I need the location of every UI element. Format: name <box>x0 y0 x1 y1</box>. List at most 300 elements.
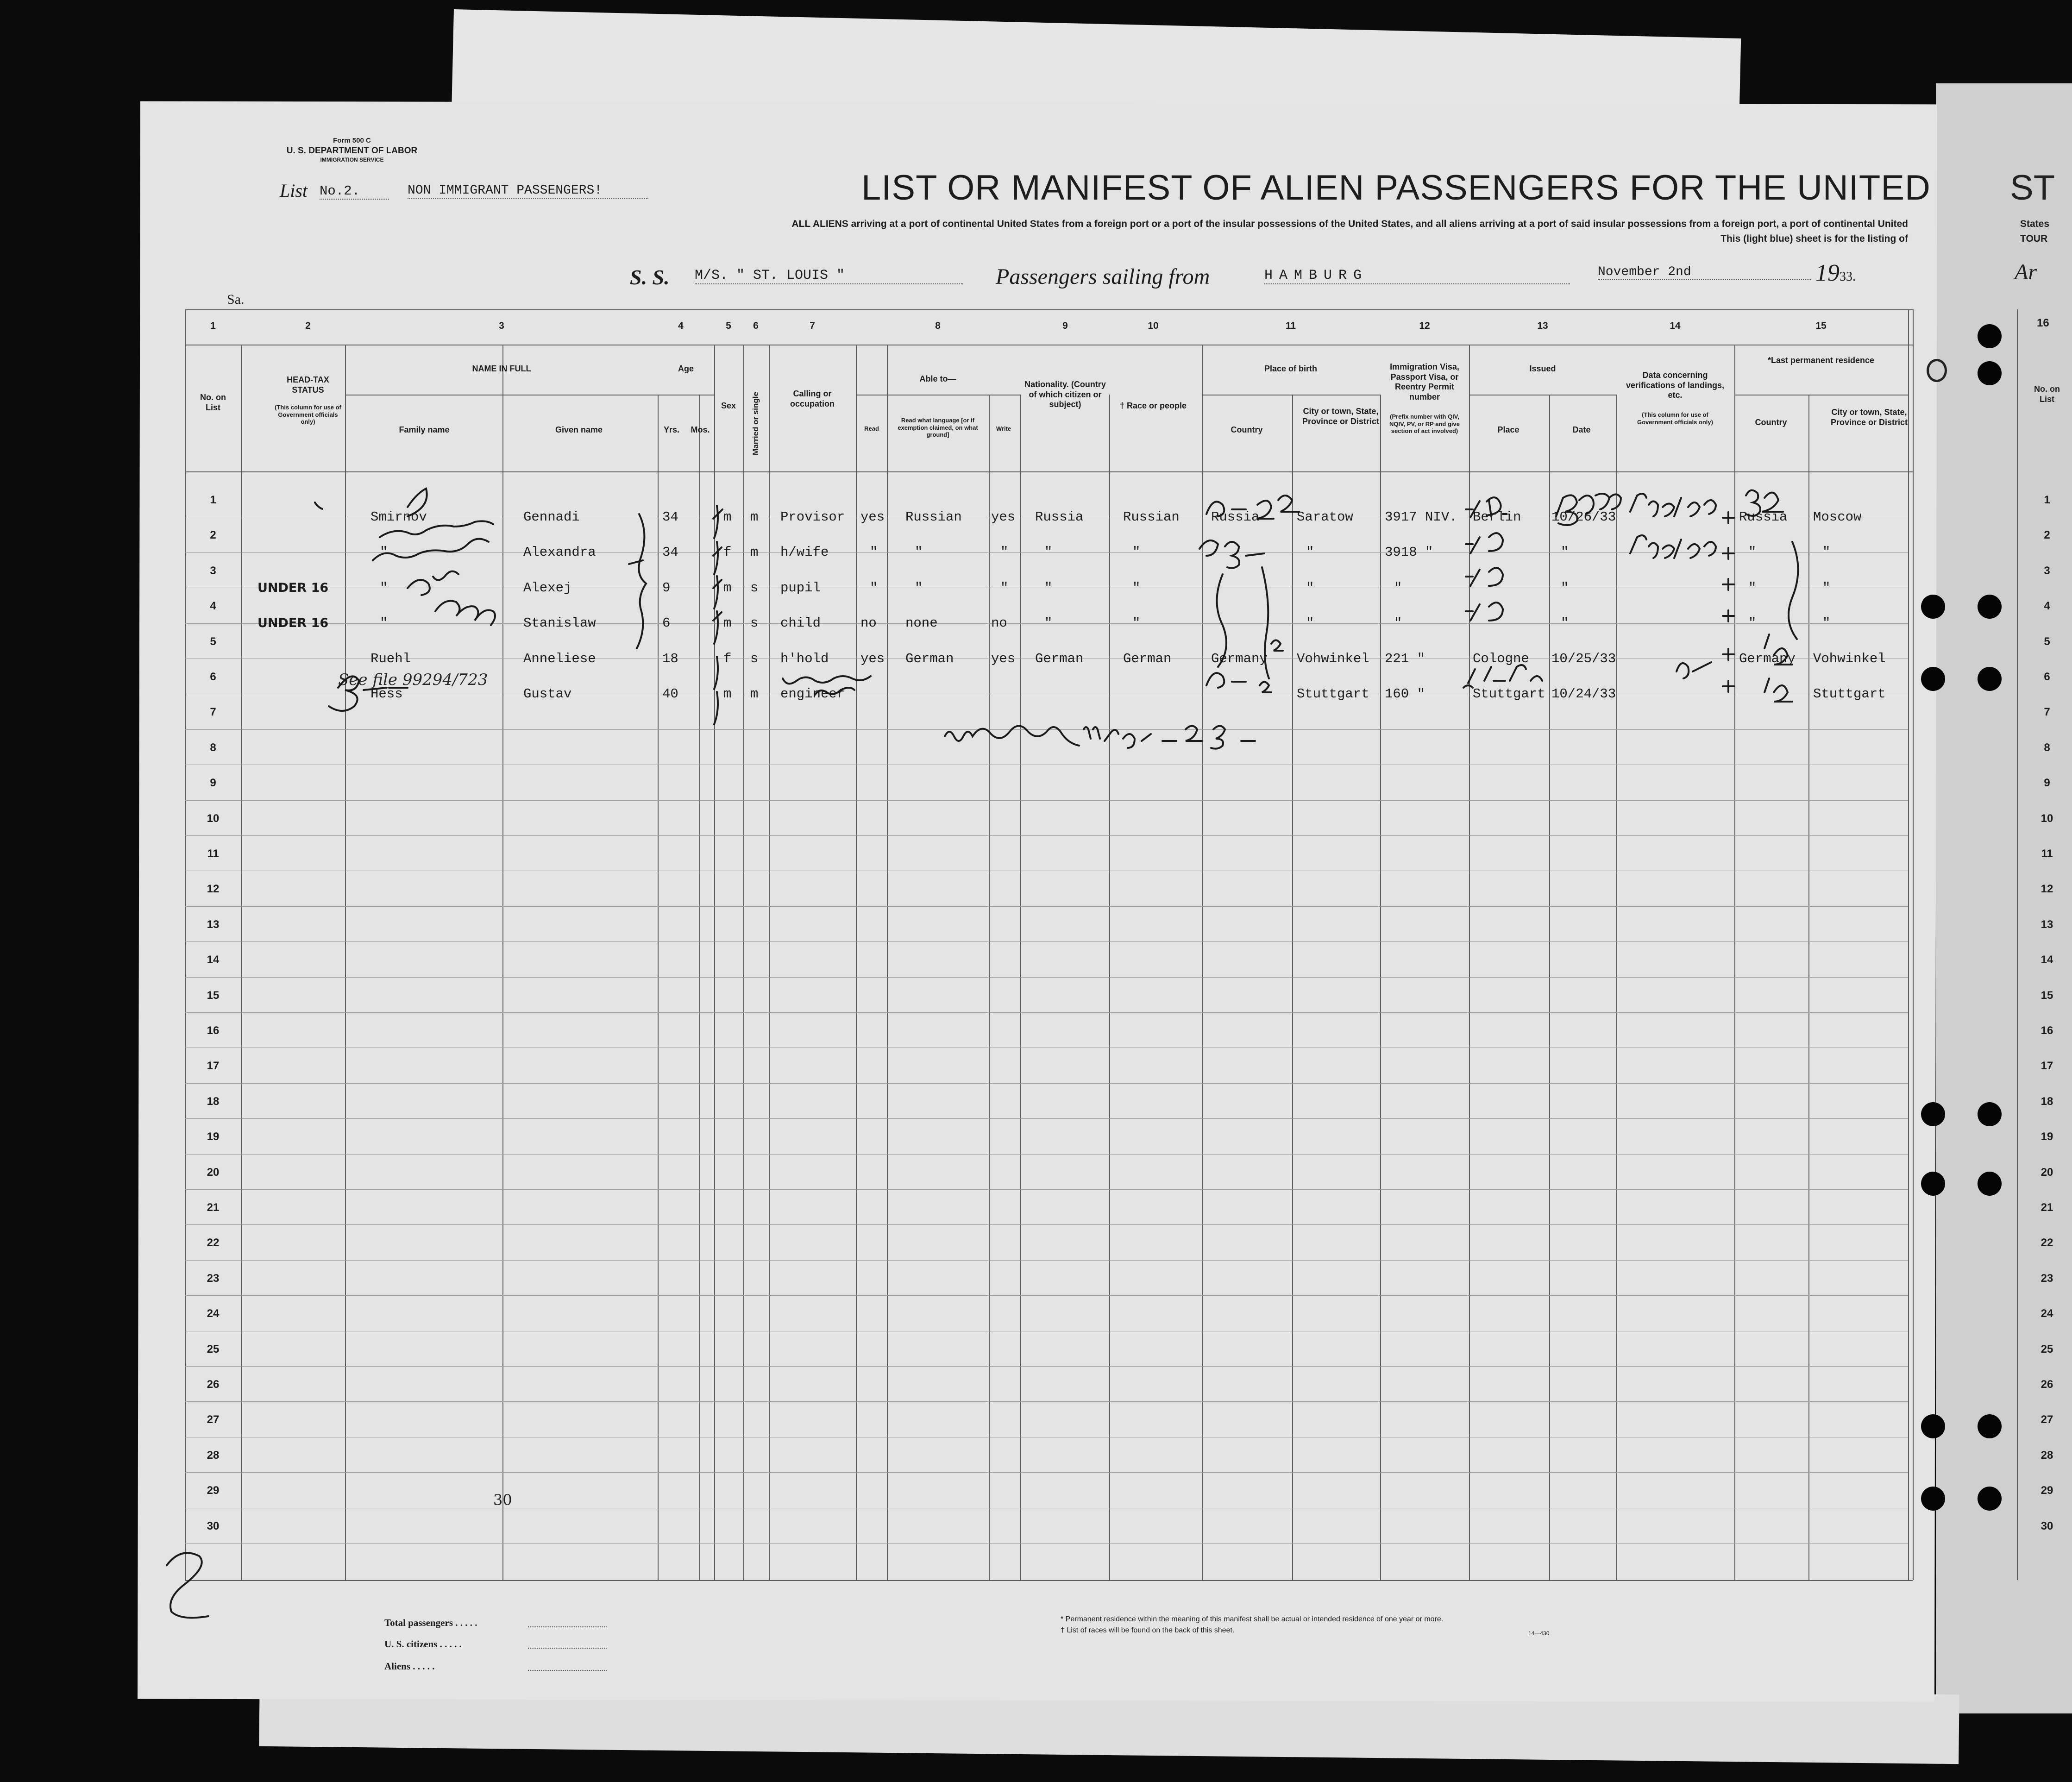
cell-status: m <box>750 545 759 560</box>
row-rule <box>185 1543 1908 1544</box>
right-page-row-number: 13 <box>2041 918 2053 931</box>
cell-calling: Provisor <box>780 509 845 525</box>
us-citizens-line <box>528 1648 607 1649</box>
row-rule <box>185 800 1908 801</box>
binder-hole <box>1978 595 2002 619</box>
row-number: 29 <box>207 1484 220 1497</box>
column-divider <box>1380 395 1381 1580</box>
row-rule <box>185 1224 1908 1225</box>
header-name-in-full: NAME IN FULL <box>472 364 531 373</box>
right-page-row-number: 12 <box>2041 883 2053 896</box>
cell-status: s <box>750 615 759 631</box>
row-number: 5 <box>210 635 216 648</box>
cell-status: m <box>750 509 759 525</box>
column-divider <box>1734 345 1735 1580</box>
cell-city: " <box>1306 615 1314 631</box>
header-bottom-border <box>185 471 1913 472</box>
cell-visa: 160 " <box>1385 686 1425 702</box>
row-rule <box>185 1472 1908 1473</box>
cell-country: Germany <box>1211 651 1268 666</box>
right-page-no-on-list: No. on List <box>2034 384 2060 404</box>
cell-res-country: Germany <box>1739 651 1796 666</box>
cell-yrs: 6 <box>662 615 671 631</box>
column-divider <box>1202 345 1203 1580</box>
right-page-row-number: 9 <box>2044 777 2050 790</box>
row-number: 9 <box>210 777 216 790</box>
row-rule <box>185 1401 1908 1402</box>
cell-given: Gustav <box>523 686 572 702</box>
header-age-years: Yrs. <box>663 425 680 434</box>
cell-language: German <box>905 651 954 666</box>
form-number: Form 500 C <box>333 137 371 144</box>
binder-ring-hole <box>1927 359 1947 382</box>
row-number: 25 <box>207 1343 220 1355</box>
cell-given: Alexej <box>523 580 572 596</box>
col-number-7: 7 <box>810 320 815 331</box>
column-divider <box>345 345 346 1580</box>
cell-place: Berlin <box>1473 509 1521 525</box>
cell-language: none <box>905 615 938 631</box>
cell-race: German <box>1123 651 1172 666</box>
header-no-on-list: No. on List <box>200 393 226 412</box>
list-label: List <box>280 180 308 201</box>
column-divider <box>769 345 770 1580</box>
cell-calling: pupil <box>780 580 821 596</box>
binder-hole <box>1978 1102 2002 1126</box>
cell-read: " <box>870 580 878 596</box>
cell-calling: h/wife <box>780 545 829 560</box>
service-name: IMMIGRATION SERVICE <box>320 156 384 163</box>
right-page-row-number: 27 <box>2041 1413 2053 1426</box>
row-rule <box>185 906 1908 907</box>
cell-visa: 3918 " <box>1385 545 1433 560</box>
binder-hole <box>1921 1487 1945 1511</box>
binder-hole <box>1921 595 1945 619</box>
row-rule <box>185 729 1908 730</box>
sailing-from-label: Passengers sailing from <box>996 264 1210 289</box>
column-divider <box>1908 309 1909 1580</box>
cell-family: " <box>380 580 388 596</box>
cell-sex: m <box>723 686 732 702</box>
header-sex: Sex <box>721 401 736 410</box>
right-page-row-number: 26 <box>2041 1378 2053 1391</box>
cell-status: s <box>750 580 759 596</box>
cell-sex: m <box>723 615 732 631</box>
column-divider <box>1469 345 1470 1580</box>
cell-nationality: German <box>1035 651 1084 666</box>
right-page-row-number: 11 <box>2041 847 2053 860</box>
right-page-sheet <box>1936 83 2072 1713</box>
row-number: 17 <box>207 1060 220 1073</box>
header-issued-date: Date <box>1572 425 1591 434</box>
cell-visa: 221 " <box>1385 651 1425 666</box>
header-residence-country: Country <box>1755 418 1787 427</box>
cell-family: Ruehl <box>370 651 411 666</box>
right-page-row-number: 15 <box>2041 989 2053 1002</box>
header-calling: Calling or occupation <box>790 389 835 408</box>
see-file-annotation: See file 99294/723 <box>338 671 488 689</box>
cell-calling: h'hold <box>780 651 829 666</box>
cell-given: Anneliese <box>523 651 596 666</box>
right-page-row-number: 19 <box>2041 1130 2053 1143</box>
cell-res-city: Moscow <box>1813 509 1862 525</box>
cell-sex: f <box>723 545 732 560</box>
col-number-13: 13 <box>1537 320 1548 331</box>
cell-city: Stuttgart <box>1297 686 1369 702</box>
aliens-line <box>528 1670 607 1671</box>
header-last-residence: *Last permanent residence <box>1767 356 1875 365</box>
column-divider <box>1109 395 1110 1580</box>
page-title: LIST OR MANIFEST OF ALIEN PASSENGERS FOR THE UNITED <box>861 168 1931 207</box>
row-number: 16 <box>207 1024 220 1037</box>
cell-visa: 3917 NIV. <box>1385 509 1457 525</box>
cell-write: " <box>1000 580 1009 596</box>
right-page-row-number: 21 <box>2041 1201 2053 1214</box>
header-nationality: Nationality. (Country of which citizen or subject) <box>1024 380 1106 409</box>
cell-city: Saratow <box>1297 509 1353 525</box>
list-number: No.2. <box>320 183 389 200</box>
row-rule <box>185 977 1908 978</box>
cell-place: Stuttgart <box>1473 686 1545 702</box>
right-page-row-number: 30 <box>2041 1519 2053 1532</box>
cell-res-country: " <box>1748 615 1757 631</box>
footnote-residence: * Permanent residence within the meaning of this manifest shall be actual or intended residence of one year or more. <box>1061 1615 1444 1623</box>
header-given-name: Given name <box>555 425 603 434</box>
row-number: 24 <box>207 1307 220 1320</box>
cell-country: Russia <box>1211 509 1260 525</box>
binder-hole <box>1921 1172 1945 1196</box>
binder-hole <box>1921 667 1945 691</box>
binder-hole <box>1978 324 2002 348</box>
cell-calling: engineer <box>780 686 845 702</box>
header-residence-city: City or town, State, Province or District <box>1830 408 1908 427</box>
col-number-8: 8 <box>935 320 941 331</box>
column-divider <box>1292 395 1293 1580</box>
list-description: NON IMMIGRANT PASSENGERS! <box>408 183 648 199</box>
row-number: 22 <box>207 1236 220 1249</box>
grid-top-border <box>185 309 1913 310</box>
right-page-subtitle-1: States <box>2020 219 2050 229</box>
binder-hole <box>1978 361 2002 385</box>
column-divider <box>241 345 242 1580</box>
cell-race: " <box>1132 545 1141 560</box>
row-rule <box>185 1118 1908 1119</box>
row-rule <box>185 1154 1908 1155</box>
header-head-tax-note: (This column for use of Government officials only) <box>275 404 341 426</box>
row-number: 1 <box>210 494 216 506</box>
header-birth-country: Country <box>1231 425 1263 434</box>
cell-res-city: " <box>1822 580 1831 596</box>
under-16-stamp-row-3: UNDER 16 <box>257 581 329 595</box>
row-number: 15 <box>207 989 220 1002</box>
right-page-row-number: 3 <box>2044 564 2050 577</box>
row-number: 28 <box>207 1449 220 1462</box>
header-married-single: Married or single <box>751 392 760 456</box>
row-number: 19 <box>207 1130 220 1143</box>
column-divider <box>856 345 857 1580</box>
header-visa: Immigration Visa, Passport Visa, or Reentry Permit number <box>1390 362 1459 402</box>
header-issued-place: Place <box>1497 425 1519 434</box>
under-16-stamp-row-4: UNDER 16 <box>257 616 329 630</box>
cell-write: yes <box>991 651 1016 666</box>
header-read-language: Read what language [or if exemption claimed, on what ground] <box>898 417 978 439</box>
right-page-row-number: 25 <box>2041 1343 2053 1355</box>
cell-language: Russian <box>905 509 962 525</box>
cell-sex: f <box>723 651 732 666</box>
row-number: 26 <box>207 1378 220 1391</box>
right-page-col-number: 16 <box>2037 317 2049 329</box>
column-divider <box>502 345 503 1580</box>
cell-city: " <box>1306 545 1314 560</box>
col-number-10: 10 <box>1148 320 1159 331</box>
row-rule <box>185 1083 1908 1084</box>
department-name: U. S. DEPARTMENT OF LABOR <box>286 145 418 156</box>
binder-hole <box>1978 667 2002 691</box>
ss-label: S. S. <box>630 265 670 289</box>
column-divider <box>743 345 744 1580</box>
cell-date: 10/25/33 <box>1551 651 1616 666</box>
sailing-year: 1933. <box>1815 260 1856 286</box>
row-number: 23 <box>207 1272 220 1285</box>
header-age-months: Mos. <box>691 425 710 434</box>
cell-yrs: 40 <box>662 686 678 702</box>
subtitle-line-1: ALL ALIENS arriving at a port of continental United States from a foreign port or a port of the insular possessions of the United States, and all aliens arriving at a port of said insular possessions from a foreign port, a port of continental United <box>791 219 1908 229</box>
cell-visa: " <box>1394 615 1402 631</box>
cell-race: " <box>1132 580 1141 596</box>
cell-yrs: 18 <box>662 651 678 666</box>
cell-visa: " <box>1394 580 1402 596</box>
column-divider <box>989 395 990 1580</box>
cell-family: " <box>380 615 388 631</box>
row-number: 7 <box>210 706 216 719</box>
cell-city: Vohwinkel <box>1297 651 1369 666</box>
row-rule <box>185 835 1908 836</box>
right-page-row-number: 7 <box>2044 706 2050 719</box>
cell-date: " <box>1561 580 1569 596</box>
right-page-italic-fragment: Ar <box>2015 260 2037 284</box>
cell-res-country: " <box>1748 545 1757 560</box>
header-race: † Race or people <box>1119 401 1187 410</box>
row-number: 20 <box>207 1166 220 1179</box>
binder-hole <box>1978 1172 2002 1196</box>
cell-date: 10/26/33 <box>1551 509 1616 525</box>
right-page-col-divider <box>2017 309 2018 1580</box>
row-rule <box>185 941 1908 942</box>
cell-write: yes <box>991 509 1016 525</box>
row-number: 12 <box>207 883 220 896</box>
sailing-date: November 2nd <box>1598 265 1811 280</box>
row-number: 8 <box>210 741 216 754</box>
header-visa-note: (Prefix number with QIV, NQIV, PV, or RP and give section of act involved) <box>1389 413 1460 435</box>
right-page-row-number: 2 <box>2044 529 2050 542</box>
row-rule <box>185 1260 1908 1261</box>
cell-res-country: Russia <box>1739 509 1788 525</box>
cell-family: Hess <box>370 686 403 702</box>
cell-family: Smirnov <box>370 509 427 525</box>
right-page-row-number: 14 <box>2041 954 2053 966</box>
col-number-5: 5 <box>726 320 731 331</box>
header-able-to: Able to— <box>919 374 956 383</box>
cell-res-country: " <box>1748 580 1757 596</box>
col-number-9: 9 <box>1062 320 1068 331</box>
right-page-margin <box>1913 309 1914 1580</box>
cell-date: " <box>1561 615 1569 631</box>
grid-bottom-border <box>185 1580 1913 1581</box>
row-rule <box>185 1012 1908 1013</box>
right-page-subtitle-2: TOUR <box>2020 233 2048 244</box>
binder-hole <box>1921 1414 1945 1438</box>
col-number-15: 15 <box>1815 320 1827 331</box>
right-page-row-number: 29 <box>2041 1484 2053 1497</box>
cell-write: no <box>991 615 1007 631</box>
row-number: 14 <box>207 954 220 966</box>
right-page-row-number: 18 <box>2041 1095 2053 1108</box>
seal-mark: 30 <box>493 1491 512 1509</box>
cell-family: " <box>380 545 388 560</box>
right-page-row-number: 8 <box>2044 741 2050 754</box>
binder-hole <box>1978 1487 2002 1511</box>
departure-port: HAMBURG <box>1264 268 1570 284</box>
row-number: 4 <box>210 600 216 613</box>
row-number: 27 <box>207 1413 220 1426</box>
column-divider <box>185 309 186 1580</box>
row-rule <box>185 1189 1908 1190</box>
header-place-of-birth: Place of birth <box>1264 364 1318 373</box>
header-age: Age <box>678 364 694 373</box>
form-code: 14—430 <box>1528 1630 1550 1637</box>
cell-nationality: Russia <box>1035 509 1084 525</box>
header-landing-data: Data concerning verifications of landings, etc. <box>1626 370 1725 400</box>
header-issued: Issued <box>1529 364 1556 373</box>
cell-given: Gennadi <box>523 509 580 525</box>
cell-write: " <box>1000 545 1009 560</box>
aliens-label: Aliens . . . . . <box>384 1661 435 1672</box>
total-passengers-line <box>528 1626 607 1627</box>
cell-read: yes <box>860 509 885 525</box>
cell-language: " <box>915 545 923 560</box>
col-number-11: 11 <box>1285 320 1296 331</box>
cell-res-city: Vohwinkel <box>1813 651 1886 666</box>
form-identifier <box>259 137 445 163</box>
column-divider <box>1808 395 1809 1580</box>
cell-yrs: 34 <box>662 509 678 525</box>
cell-race: Russian <box>1123 509 1180 525</box>
right-page-title-fragment: ST <box>2010 168 2055 207</box>
cell-res-city: " <box>1822 615 1831 631</box>
subtitle-line-2: This (light blue) sheet is for the listing of <box>1720 233 1908 244</box>
cell-sex: m <box>723 509 732 525</box>
binder-hole <box>1978 1414 2002 1438</box>
row-rule <box>185 1366 1908 1367</box>
binder-hole <box>1921 1102 1945 1126</box>
cell-res-city: " <box>1822 545 1831 560</box>
col-number-4: 4 <box>678 320 684 331</box>
cell-given: Alexandra <box>523 545 596 560</box>
cell-given: Stanislaw <box>523 615 596 631</box>
us-citizens-label: U. S. citizens . . . . . <box>384 1638 462 1650</box>
cell-yrs: 34 <box>662 545 678 560</box>
cell-nationality: " <box>1044 545 1053 560</box>
cell-nationality: " <box>1044 615 1053 631</box>
column-divider <box>887 345 888 1580</box>
header-landing-note: (This column for use of Government officials only) <box>1637 411 1713 426</box>
cell-read: no <box>860 615 877 631</box>
cell-language: " <box>915 580 923 596</box>
right-page-row-number: 22 <box>2041 1236 2053 1249</box>
ship-name: M/S. " ST. LOUIS " <box>695 268 963 284</box>
cell-read: yes <box>860 651 885 666</box>
cell-calling: child <box>780 615 821 631</box>
column-divider <box>1549 395 1550 1580</box>
right-page-row-number: 5 <box>2044 635 2050 648</box>
header-write: Write <box>996 425 1011 432</box>
cell-status: m <box>750 686 759 702</box>
row-number: 2 <box>210 529 216 542</box>
footnote-races: † List of races will be found on the back of this sheet. <box>1061 1626 1235 1634</box>
col-number-14: 14 <box>1670 320 1681 331</box>
column-divider <box>1616 395 1617 1580</box>
row-number: 10 <box>207 812 220 825</box>
cell-nationality: " <box>1044 580 1053 596</box>
cell-place: Cologne <box>1473 651 1529 666</box>
cell-sex: m <box>723 580 732 596</box>
cell-read: " <box>870 545 878 560</box>
row-rule <box>185 1295 1908 1296</box>
row-number: 18 <box>207 1095 220 1108</box>
cell-date: " <box>1561 545 1569 560</box>
sa-label: Sa. <box>227 292 245 307</box>
row-number: 11 <box>207 847 219 860</box>
cell-city: " <box>1306 580 1314 596</box>
col-number-3: 3 <box>499 320 504 331</box>
right-page-row-number: 17 <box>2041 1060 2053 1073</box>
right-page-row-number: 6 <box>2044 671 2050 683</box>
total-passengers-label: Total passengers . . . . . <box>384 1617 477 1628</box>
right-page-row-number: 20 <box>2041 1166 2053 1179</box>
right-page-row-number: 24 <box>2041 1307 2053 1320</box>
col-number-6: 6 <box>753 320 759 331</box>
header-family-name: Family name <box>399 425 450 434</box>
header-read: Read <box>864 425 879 432</box>
col-number-12: 12 <box>1419 320 1430 331</box>
cell-date: 10/24/33 <box>1551 686 1616 702</box>
column-divider <box>699 395 700 1580</box>
cell-yrs: 9 <box>662 580 671 596</box>
cell-race: " <box>1132 615 1141 631</box>
right-page-row-number: 16 <box>2041 1024 2053 1037</box>
right-page-row-number: 1 <box>2044 494 2050 506</box>
col-number-2: 2 <box>305 320 311 331</box>
row-number: 30 <box>207 1519 220 1532</box>
right-page-row-number: 28 <box>2041 1449 2053 1462</box>
cell-res-city: Stuttgart <box>1813 686 1886 702</box>
row-number: 21 <box>207 1201 220 1214</box>
row-number: 13 <box>207 918 220 931</box>
manifest-sheet <box>138 101 1937 1702</box>
col-number-1: 1 <box>210 320 216 331</box>
right-page-row-number: 10 <box>2041 812 2053 825</box>
row-number: 6 <box>210 671 216 683</box>
row-number: 3 <box>210 564 216 577</box>
right-page-row-number: 4 <box>2044 600 2050 613</box>
column-divider <box>1020 395 1021 1580</box>
header-birth-city: City or town, State, Province or District <box>1302 407 1380 426</box>
column-divider <box>658 395 659 1580</box>
cell-status: s <box>750 651 759 666</box>
column-divider <box>714 345 715 1580</box>
right-page-row-number: 23 <box>2041 1272 2053 1285</box>
header-head-tax: HEAD-TAX STATUS <box>287 375 329 395</box>
